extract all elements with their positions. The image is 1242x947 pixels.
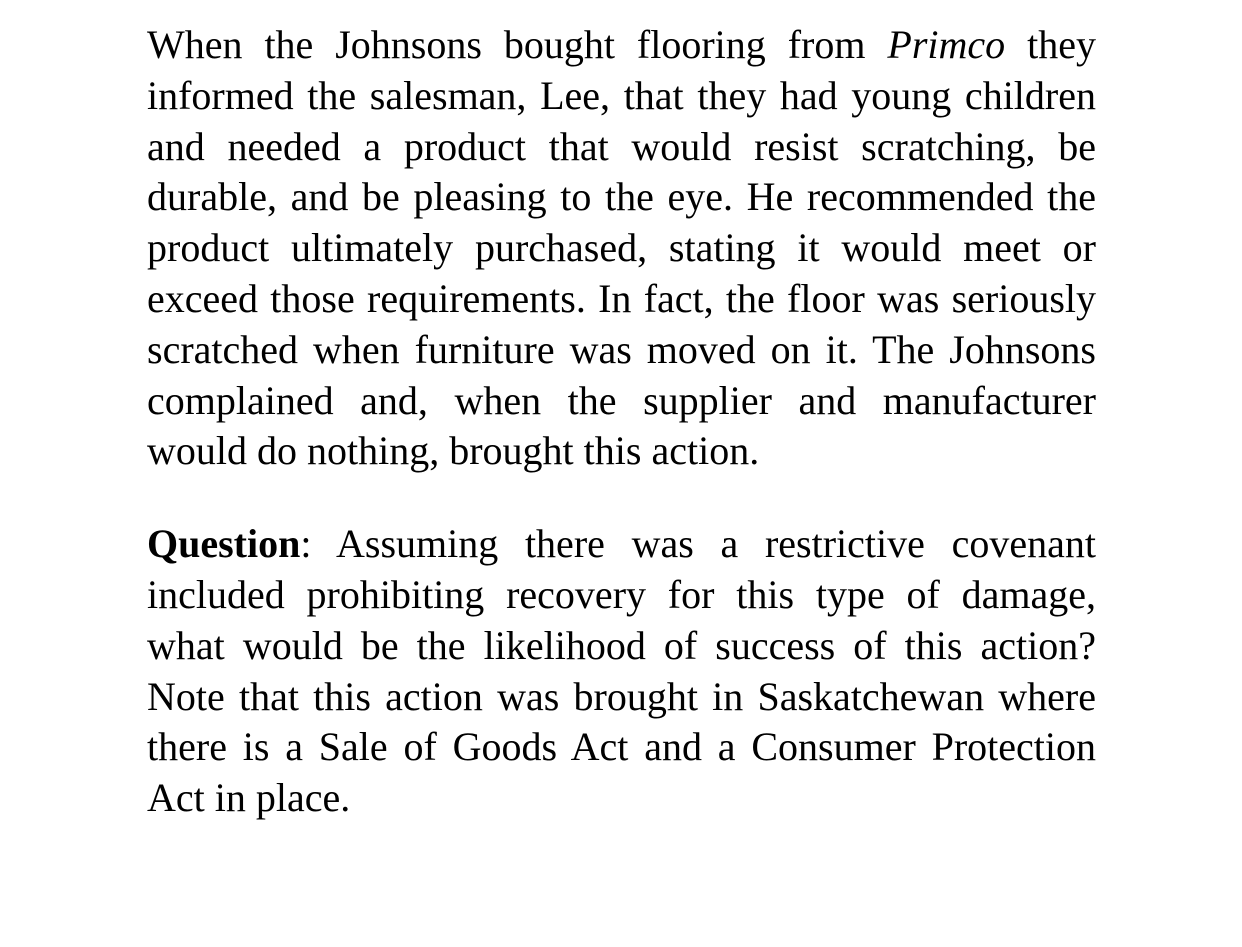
question-separator: :: [300, 521, 312, 567]
facts-text-rest: they informed the salesman, Lee, that they had young children and needed a product that would resist scratching, be durable, and be pleasing to the eye. He recommended the product ultimately purchased, stating it would meet or exceed those requirements. In fact, the floor was seriously scratched when furniture was moved on it. The Johnsons complained and, when the supplier and manufacturer would do nothing, brought this action.: [147, 22, 1096, 474]
question-paragraph: [147, 519, 1096, 824]
facts-paragraph: [147, 20, 1096, 477]
facts-text-start: When the Johnsons bought flooring from: [147, 22, 888, 67]
question-text: Assuming there was a restrictive covenant included prohibiting recovery for this type of damage, what would be the likelihood of success of this action? Note that this action was brought in Saskatchewan where there is a Sale of Goods Act and a Consumer Protection Act in place.: [147, 521, 1096, 821]
company-name: Primco: [887, 22, 1006, 67]
document-body: [147, 20, 1096, 824]
question-label: Question: [147, 521, 301, 567]
